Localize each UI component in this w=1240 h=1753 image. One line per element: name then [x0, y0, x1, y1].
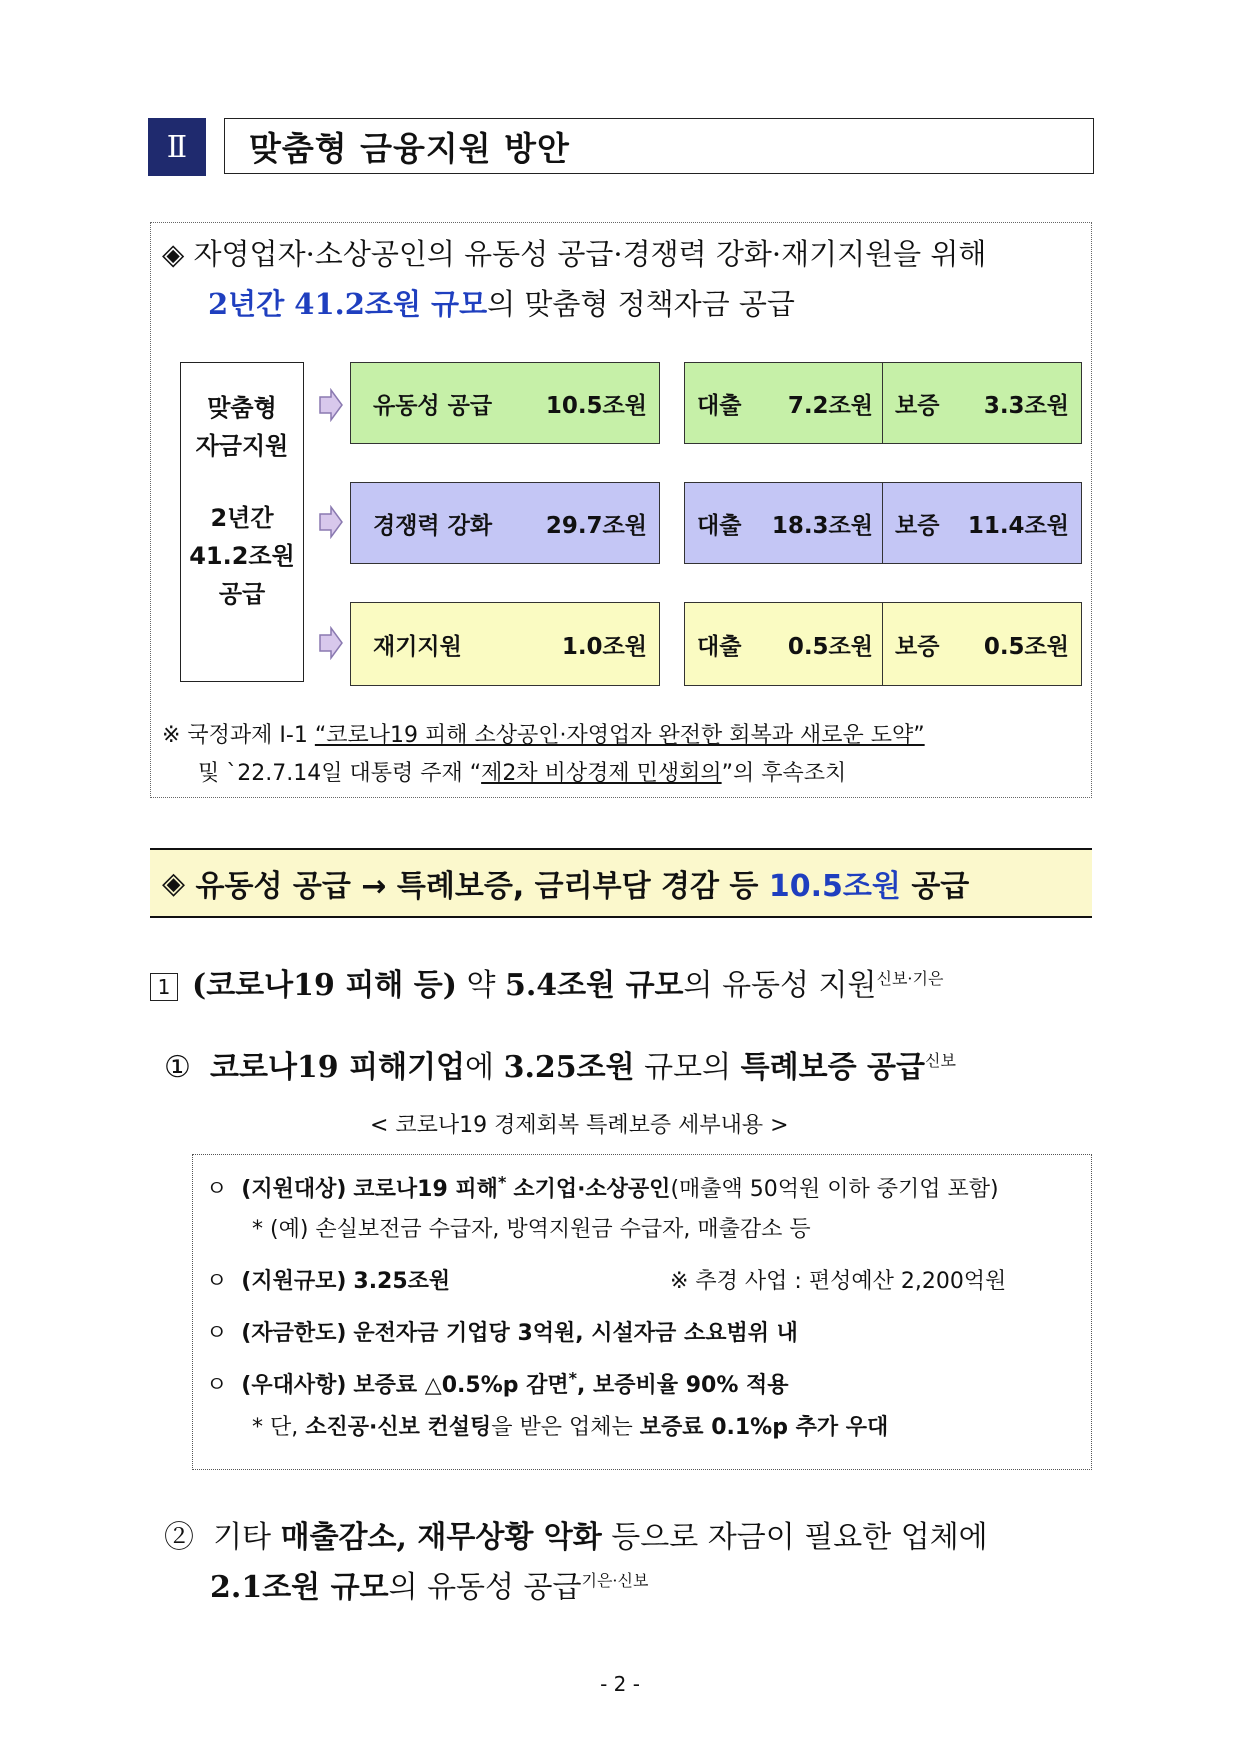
row-liquidity-loan: 대출 7.2조원 — [684, 362, 884, 444]
detail-benefit: ㅇ (우대사항) 보증료 △0.5%p 감면*, 보증비율 90% 적용 — [206, 1368, 789, 1398]
item-1-2-cont: 2.1조원 규모의 유동성 공급$^{기은\cdot 신보}$ — [210, 1570, 649, 1605]
row-liquidity-guarantee: 보증 3.3조원 — [882, 362, 1082, 444]
table-caption: < 코로나19 경제회복 특례보증 세부내용 > — [370, 1113, 789, 1138]
row-recovery-total: 재기지원 1.0조원 — [350, 602, 660, 686]
row-recovery-guarantee: 보증 0.5조원 — [882, 602, 1082, 686]
section-title: 맞춤형 금융지원 방안 — [224, 118, 1094, 174]
summary-left-box: 맞춤형 자금지원 2년간 41.2조원 공급 — [180, 362, 304, 682]
summary-note-2: 및 `22.7.14일 대통령 주재 “제2차 비상경제 민생회의”의 후속조치 — [198, 761, 847, 786]
summary-line-1: ◈ 자영업자·소상공인의 유동성 공급·경쟁력 강화·재기지원을 위해 — [162, 237, 987, 271]
row-liquidity-total: 유동성 공급 10.5조원 — [350, 362, 660, 444]
row-competitiveness-guarantee: 보증 11.4조원 — [882, 482, 1082, 564]
detail-scale: ㅇ (지원규모) 3.25조원 — [206, 1269, 451, 1294]
right-arrow-icon — [318, 626, 344, 660]
highlight-total: 2년간 41.2조원 규모 — [208, 287, 488, 321]
liquidity-banner: ◈ 유동성 공급 → 특례보증, 금리부담 경감 등 10.5조원 공급 — [150, 848, 1092, 918]
page-number: - 2 - — [600, 1672, 640, 1696]
detail-scale-note: ※ 추경 사업 : 편성예산 2,200억원 — [670, 1269, 1007, 1294]
section-number: Ⅱ — [148, 118, 206, 176]
detail-target: ㅇ (지원대상) 코로나19 피해* 소기업·소상공인(매출액 50억원 이하 중기업 포함) — [206, 1172, 999, 1202]
row-competitiveness-total: 경쟁력 강화 29.7조원 — [350, 482, 660, 564]
right-arrow-icon — [318, 505, 344, 539]
item-1: 1 (코로나19 피해 등) 약 5.4조원 규모의 유동성 지원$^{신보\cdot 기은}$ — [150, 960, 943, 1004]
item-1-1: ① 코로나19 피해기업에 3.25조원 규모의 특례보증 공급$^{신보}$ — [164, 1050, 956, 1085]
right-arrow-icon — [318, 388, 344, 422]
summary-line-2: 2년간 41.2조원 규모의 맞춤형 정책자금 공급 — [208, 287, 795, 321]
summary-note-1: ※ 국정과제 Ⅰ-1 “코로나19 피해 소상공인·자영업자 완전한 회복과 새로운 도약” — [162, 723, 925, 748]
item-number-box: 1 — [150, 973, 178, 1001]
diamond-bullet-icon: ◈ — [162, 237, 185, 271]
detail-benefit-note: * 단, 소진공·신보 컨설팅을 받은 업체는 보증료 0.1%p 추가 우대 — [252, 1415, 889, 1440]
item-1-2: ② 기타 매출감소, 재무상황 악화 등으로 자금이 필요한 업체에 — [164, 1520, 988, 1555]
row-recovery-loan: 대출 0.5조원 — [684, 602, 884, 686]
detail-limit: ㅇ (자금한도) 운전자금 기업당 3억원, 시설자금 소요범위 내 — [206, 1321, 798, 1346]
diamond-bullet-icon: ◈ — [162, 865, 186, 901]
row-competitiveness-loan: 대출 18.3조원 — [684, 482, 884, 564]
detail-target-note: * (예) 손실보전금 수급자, 방역지원금 수급자, 매출감소 등 — [252, 1217, 811, 1242]
